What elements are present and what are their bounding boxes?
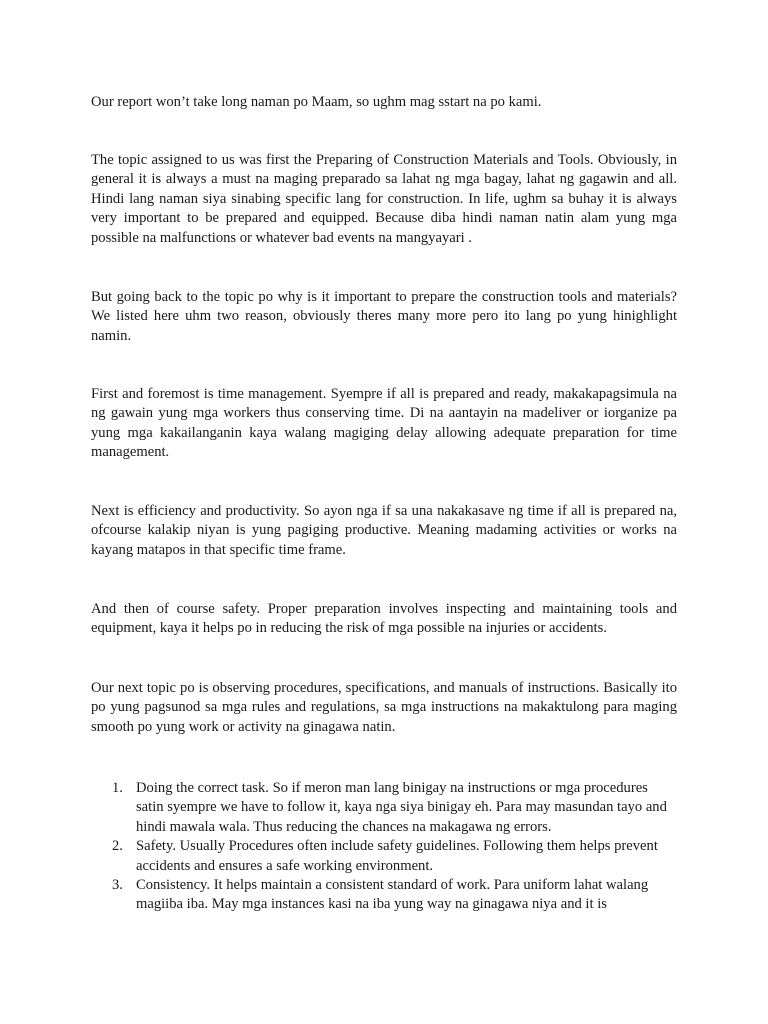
list-item-text: Doing the correct task. So if meron man lang binigay na instructions or mga procedures satin syempre we have to follow it, kaya nga siya binigay eh. Para may masundan tayo and hindi mawala wala. Thus reducing the chances na makagawa ng errors. [136, 780, 667, 835]
paragraph-procedures: Our next topic po is observing procedures, specifications, and manuals of instructions. Basically ito po yung pagsunod sa mga rules and regulations, sa mga instructions na makaktulong para maging smooth po yung work or activity na ginagawa natin. [91, 680, 677, 735]
list-item [112, 779, 678, 837]
list-item-number: 1. [112, 780, 123, 796]
paragraph-importance: But going back to the topic po why is it important to prepare the construction tools and materials? We listed here uhm two reason, obviously theres many more pero ito lang po yung hinighlight namin. [91, 289, 677, 344]
numbered-list [112, 779, 678, 915]
list-item-text: Consistency. It helps maintain a consistent standard of work. Para uniform lahat walang magiiba iba. May mga instances kasi na iba yung way na ginagawa niya and it is [136, 877, 649, 913]
paragraph-time-management: First and foremost is time management. Syempre if all is prepared and ready, makakapagsimula na ng gawain yung mga workers thus conserving time. Di na aantayin na madeliver or iorganize pa yung mga kakailanganin kaya walang magiging delay allowing adequate preparation for time management. [91, 386, 677, 461]
paragraph-efficiency: Next is efficiency and productivity. So ayon nga if sa una nakakasave ng time if all is prepared na, ofcourse kalakip niyan is yung pagiging productive. Meaning madaming activities or works na kayang matapos in that specific time frame. [91, 503, 677, 558]
list-item-number: 3. [112, 877, 123, 894]
list-item-number: 2. [112, 838, 123, 855]
paragraph-safety: And then of course safety. Proper preparation involves inspecting and maintaining tools and equipment, kaya it helps po in reducing the risk of mga possible na injuries or accidents. [91, 601, 677, 637]
paragraph-topic-preparing: The topic assigned to us was first the Preparing of Construction Materials and Tools. Obviously, in general it is always a must na maging preparado sa lahat ng mga bagay, lahat ng gagawin and all. Hindi lang naman siya sinabing specific lang for construction. In life, ughm sa buhay it is always very important to be prepared and equipped. Because diba hindi naman natin alam yung mga possible na malfunctions or whatever bad events na mangyayari . [91, 152, 677, 246]
list-item [112, 876, 678, 915]
list-item [112, 837, 678, 876]
list-item-text: Safety. Usually Procedures often include safety guidelines. Following them helps prevent accidents and ensures a safe working environment. [136, 838, 658, 874]
paragraph-intro: Our report won’t take long naman po Maam, so ughm mag sstart na po kami. [91, 94, 542, 110]
